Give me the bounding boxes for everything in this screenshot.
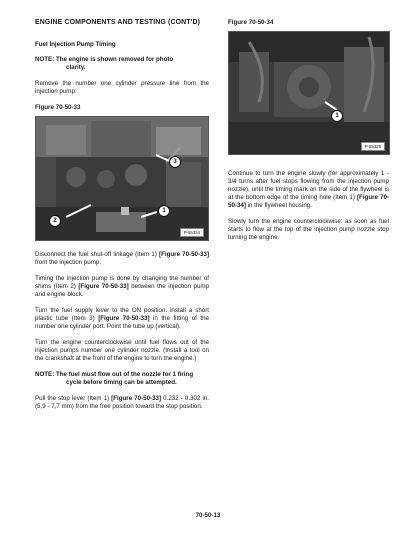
figure-label-33: Figure 70-50-33	[35, 104, 81, 111]
photo-code: P-55324	[180, 228, 204, 237]
note-fuel-flow	[35, 371, 209, 387]
right-column	[228, 19, 389, 250]
page-number: 70-50-13	[195, 512, 221, 519]
section-heading: ENGINE COMPONENTS AND TESTING (CONT'D)	[35, 19, 201, 26]
callout-2: 2	[49, 215, 61, 227]
paragraph-remove-line: Remove the number one cylinder pressure line from the injection pump.	[35, 80, 209, 95]
callout-3: 3	[169, 156, 181, 168]
paragraph-pull-stop-lever: Pull the stop lever (Item 1) [Figure 70-50-33] 0.232 - 0.302 in. (5,9 - 7,7 mm) from the free position toward the stop position.	[35, 395, 209, 410]
subsection-heading: Fuel Injection Pump Timing	[35, 41, 116, 48]
callout-1-flywheel: 1	[331, 110, 343, 122]
flywheel-photo-illustration	[229, 32, 389, 154]
paragraph-continue-turn: Continue to turn the engine slowly (for approximately 1 - 3/4 turns after fuel stops flowing from the injection pump nozzle), until the timing mark on the side of the flywheel is at the bottom edge of the timing hole (Item 1) [Figure 70-50-34] in the flywheel housing.	[228, 170, 389, 209]
figure-photo-34	[228, 31, 390, 155]
note2-line-2: cycle before timing can be attempted.	[66, 379, 177, 386]
paragraph-turn-engine: Turn the engine counterclockwise until fuel flows out of the injection pumps number one cylinder nozzle. (Install a tool on the crankshaft at the front of the engine to turn the engine.)	[35, 339, 209, 362]
note2-line-1: NOTE: The fuel must flow out of the nozzle for 1 firing	[35, 371, 194, 378]
figure-label-34: Figure 70-50-34	[228, 19, 274, 26]
photo-code-34: P-55325	[361, 142, 385, 151]
left-column	[35, 19, 209, 419]
note-engine-removed	[35, 56, 209, 72]
paragraph-turn-fuel: Turn the fuel supply lever to the ON position. install a short plastic tube (Item 3) [Figure 70-50-33] in the fitting of the number one cylinder port. Point the tube up (vertical).	[35, 307, 210, 330]
paragraph-slowly-turn: Slowly turn the engine counterclockwise: as soon as fuel starts to flow at the top of the injection pump nozzle stop turning the engine.	[228, 218, 389, 241]
callout-1: 1	[158, 205, 170, 217]
note-line-2: clarity.	[66, 64, 86, 71]
paragraph-timing: Timing the injection pump is done by changing the number of shims (Item 2) [Figure 70-50-33] between the injection pump and engine block.	[35, 275, 209, 298]
engine-photo-illustration	[36, 117, 208, 240]
note-line-1: NOTE: The engine is shown removed for photo	[35, 56, 174, 63]
figure-photo-33	[35, 116, 209, 241]
paragraph-disconnect: Disconnect the fuel shut-off linkage (Item 1) [Figure 70-50-33] from the injection pump.	[35, 251, 210, 266]
